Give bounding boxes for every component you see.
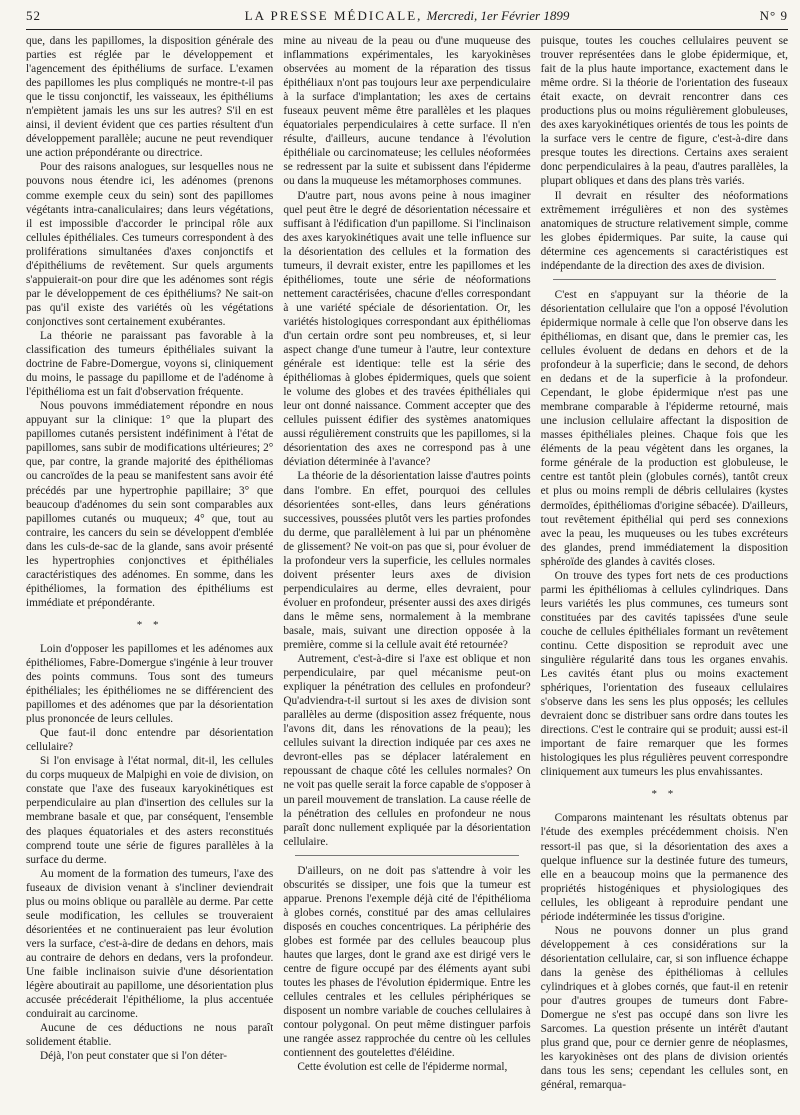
paragraph: Autrement, c'est-à-dire si l'axe est oblique et non perpendiculaire, par quel mécanisme peut-on expliquer la pénétration des cellules en profondeur? Qu'adviendra-t-il surtout si les axes de division sont parallèles au derme (disposition assez fréquente, nous l'avons dit, dans les rénovations de la peau); les cellules suivant la direction indiquée par ces axes ne devront-elles pas se déplacer latéralement en repoussant de chaque côté les cellules normales? On ne voit pas quelle serait la force capable de s'opposer à un pareil mouvement de translation. La cause réelle de la pénétration des cellules en profondeur ne nous paraît donc nullement expliquée par la désorientation cellulaire. — [283, 653, 531, 848]
paragraph: Cette évolution est celle de l'épiderme normal, — [297, 1061, 508, 1074]
header-rule — [26, 29, 788, 30]
masthead — [86, 8, 728, 24]
issue-date: Mercredi, 1er Février 1899 — [426, 8, 570, 23]
paragraph: Nous pouvons immédiatement répondre en nous appuyant sur la clinique: 1° que la plupart des papillomes cutanés persistent indéfiniment à l'état de papillomes, sans subir de modifications ultérieures; 2° que, par contre, la grande majorité des épithéliomas ou cancroïdes de la peau se manifestent sans avoir été précédés par une hypertrophie papillaire; 3° que beaucoup d'adénomes du sein sont comparables aux papillomes cutanés ou muqueux; 4° que, tout au contraire, les cancers du sein se développent d'emblée dans les culs-de-sac de la glande, sans avoir présenté les hypertrophies conjonctives et épithéliales caractéristiques des adénomes. En somme, dans les épithéliomes, la formation des épithéliums est immédiate et prépondérante. — [26, 400, 274, 609]
paragraph: Que faut-il donc entendre par désorientation cellulaire? — [26, 727, 274, 754]
paragraph: Si l'on envisage à l'état normal, dit-il, les cellules du corps muqueux de Malpighi en voie de division, on constate que l'axe des fuseaux karyokinétiques est perpendiculaire au plan d'insertion des cellules sur la membrane basale et que, par conséquent, l'ensemble des plaques équatoriales et des asters reconstitués comprend toute une série de figures parallèles à la surface du derme. — [26, 755, 274, 866]
column-1 — [26, 34, 273, 1111]
paragraph: Pour des raisons analogues, sur lesquelles nous ne pouvons nous étendre ici, les adénomes (prenons comme exemple ceux du sein) sont des papillomes végétants intra-canaliculaires; dans leurs végétations, il est impossible d'accorder le principal rôle aux cellules épithéliales. Ces tumeurs correspondent à des proliférations simultanées d'axes conjonctifs et d'épithéliums de revêtement. Sur quels arguments s'appuierait-on pour dire que les adénomes sont régis par le développement de ces épithéliums? Ne sait-on pas qu'il existe des variétés où les végétations conjonctives sont certainement exubérantes. — [26, 161, 274, 328]
paragraph: Aucune de ces déductions ne nous paraît solidement établie. — [26, 1022, 274, 1049]
paragraph: Déjà, l'on peut constater que si l'on déter- — [40, 1050, 228, 1063]
paragraph: Comparons maintenant les résultats obtenus par l'étude des exemples précédemment choisis. N'en ressort-il pas que, si la désorientation des axes a quelque influence sur la destinée future des tumeurs, elle en a beaucoup moins que la permanence des propriétés histogéniques et physiologiques des cellules, les obligeant à reproduire pendant une période indéterminée les tissus d'origine. — [540, 812, 788, 923]
paragraph: C'est en s'appuyant sur la théorie de la désorientation cellulaire que l'on a opposé l'évolution épidermique normale à celle que l'on observe dans les épithéliomas, en disant que, dans le premier cas, les cellules évoluent de dedans en dehors et de la profondeur à la superficie; dans le second, de dehors en dedans et de la superficie à la profondeur. Cependant, le globe épidermique n'est pas une membrane comparable à l'épiderme retourné, mais une inclusion cellulaire affectant la disposition de masses épithéliales pleines. Chaque fois que les éléments de la peau végètent dans les organes, la forme générale de la production est globuleuse, le centre est tantôt plein (globules cornés), tantôt creux et plus ou moins rempli de débris cellulaires (kystes dermoïdes, épithéliomas d'origine sébacée). D'ailleurs, tout revêtement épithélial qui perd ses connexions avec la peau, les muqueuses ou les tubes excréteurs des glandes, prend immédiatement la disposition sphéroïde des glandes à cavités closes. — [540, 288, 788, 568]
column-3 — [541, 34, 788, 1111]
paragraph: Il devrait en résulter des néoformations extrêmement irrégulières et non des systèmes anatomiques de structure relativement simple, comme les globes épidermiques. Par suite, la cause qui détermine ces agencements si caractéristiques est indépendante de la direction des axes de division. — [540, 189, 788, 272]
issue-number: N° 9 — [759, 8, 788, 23]
paragraph: D'autre part, nous avons peine à nous imaginer quel peut être le degré de désorientation nécessaire et suffisant à l'édification d'un papillome. Si l'inclinaison des axes karyokinétiques avait une telle influence sur la désorientation des cellules et la formation des tumeurs, il devrait exister, entre les papillomes et les épithéliomes, toute une série de néoformations nettement caractérisées, chacune d'elles correspondant à une variété spéciale de désorientation. Or, les variétés histologiques correspondant aux épithéliomas d'un certain ordre sont peu nombreuses, et, si leur aspect change d'une tumeur à l'autre, leur contexture générale est identique: telle est la série des épithéliomas à globes épidermiques, quels que soient le volume des globes et des travées épithéliales qui leur ont donné naissance. Comment accepter que des cellules puissent édifier des systèmes anatomiques aussi régulièrement construits que les papillomes, si la désorientation des axes ne correspond pas à une déviation déterminée à l'avance? — [283, 189, 531, 469]
paragraph: La théorie de la désorientation laisse d'autres points dans l'ombre. En effet, pourquoi des cellules désorientées sont-elles, dans leurs générations successives, poussées plutôt vers les parties profondes du derme, que parallèlement à lui par un phénomène de glissement? Ne voit-on pas que si, pour évoluer de la profondeur vers la superficie, les cellules normales doivent présenter leurs axes de division perpendiculaires au derme, elles devraient, pour évoluer en profondeur, présenter aussi des axes dirigés dans le même sens, normalement à la membrane basale, mais, suivant une direction opposée à la première, comme si la cellule avait été retournée? — [283, 470, 531, 652]
section-separator: * * — [651, 788, 678, 801]
paragraph: La théorie ne paraissant pas favorable à la classification des tumeurs épithéliales suivant la doctrine de Fabre-Domergue, voyons si, cliniquement du moins, le passage du papillome et de l'adénome à l'épithélioma est un fait d'observation fréquente. — [26, 329, 274, 399]
page-number: 52 — [26, 8, 41, 23]
paragraph: Au moment de la formation des tumeurs, l'axe des fuseaux de division venant à s'incliner deviendrait plus ou moins oblique ou parallèle au derme. Par cette seule modification, les cellules se trouveraient désorientées et ne continueraient pas leur évolution vers la surface, c'est-à-dire de dedans en dehors, mais au contraire de dehors en dedans, vers la profondeur. Une faible inclinaison suivie d'une désorientation légère aboutirait au papillome, une désorientation plus accusée précéderait l'épithéliome, la plus accentuée conduirait au carcinome. — [26, 867, 274, 1021]
paragraph: D'ailleurs, on ne doit pas s'attendre à voir les obscurités se dissiper, une fois que la tumeur est apparue. Prenons l'exemple déjà cité de l'épithélioma à globes cornés, constitué par des amas cellulaires disposés en couches concentriques. La périphérie des globes est formée par des cellules beaucoup plus hautes que larges, dont le grand axe est dirigé vers le centre de figure occupé par des éléments ayant subi toutes les phases de l'évolution épidermique. Entre les cellules centrales et les cellules périphériques se disposent un nombre variable de couches cellulaires à contour polygonal. On peut même distinguer parfois une rangée assez rapprochée du centre où les cellules contiennent des goutelettes d'éléidine. — [283, 864, 531, 1060]
paragraph: mine au niveau de la peau ou d'une muqueuse des inflammations expérimentales, les karyokinèses observées au moment de la réparation des tissus épithéliaux n'ont pas toujours leur axe perpendiculaire à la surface d'implantation; les axes de certains fuseaux peuvent même être parallèles et les plaques équatoriales perpendiculaires à cette surface. Il n'en résulte, d'ailleurs, aucune tendance à l'évolution épithéliale ou carcinomateuse; les cellules néoformées se redressent par la suite et subissent dans l'épiderme ou dans la muqueuse les métamorphoses communes. — [283, 35, 531, 188]
paragraph: Loin d'opposer les papillomes et les adénomes aux épithéliomes, Fabre-Domergue s'ingénie à leur trouver des points communs. Tous sont des tumeurs épithéliales; les épithéliomes ne se différencient des papillomes et des adénomes que par la désorientation plus prononcée de leurs cellules. — [26, 642, 274, 726]
paragraph: Nous ne pouvons donner un plus grand développement à ces considérations sur la désorientation cellulaire, car, si son influence échappe dans la genèse des épithéliomas à cellules cylindriques et à globes cornés, que faut-il en retenir pour d'autres groupes de tumeurs dont Fabre-Domergue ne s'est pas occupé dans son livre les Sarcomes. La question présente un intérêt d'autant plus grand que, pour ce dernier genre de néoplasmes, les karyokinèses ont des plans de division orientés dans tous les sens; cependant les cellules sont, en général, remarqua- — [540, 924, 788, 1092]
section-separator: * * — [136, 618, 163, 631]
text-columns — [26, 34, 788, 1111]
paragraph: que, dans les papillomes, la disposition générale des parties est réglée par le développement et l'agencement des épithéliums de surface. L'examen des papillomes les plus compliqués ne montre-t-il pas que le tissu conjonctif, les vaisseaux, les épithéliums n'empiètent jamais les uns sur les autres? S'il en est ainsi, il devient évident que ces parties résultent d'un développement parallèle; aucune ne peut revendiquer une action prépondérante ou directrice. — [26, 35, 274, 160]
paragraph: On trouve des types fort nets de ces productions parmi les épithéliomas à cellules cylindriques. Dans leurs variétés les plus communes, ces tumeurs sont constituées par des cavités tapissées d'une seule couche de cellules épithéliales formant un revêtement continu. Cette disposition se reproduit avec une singulière régularité dans tous les organes envahis. Les cavités étant plus ou moins exactement sphériques, l'orientation des fuseaux cellulaires s'observe dans les sens les plus opposés; les cellules devraient donc se distribuer sans ordre dans toutes les directions. C'est le contraire qui se produit; aussi est-il important de faire remarquer que les formes histologiques les plus régulières peuvent correspondre cliniquement aux tumeurs les plus envahissantes. — [540, 569, 788, 779]
column-2 — [283, 34, 530, 1111]
page-header — [26, 6, 788, 26]
journal-name: LA PRESSE MÉDICALE, — [244, 8, 423, 23]
paragraph: puisque, toutes les couches cellulaires peuvent se trouver représentées dans le globe épidermique, et, fait de la plus haute importance, exactement dans le même ordre. Si la théorie de l'orientation des fuseaux était exacte, on devrait rencontrer dans ces productions plus ou moins régulièrement globuleuses, des axes karyokinétiques orientés de tous les points de la surface vers le centre de figure, c'est-à-dire dans presque toutes les directions. Certains axes seraient donc perpendiculaires à la peau, d'autres parallèles, la plupart obliques et dans des plans très variés. — [540, 35, 788, 188]
column-rule — [295, 855, 518, 856]
column-rule — [553, 279, 776, 280]
